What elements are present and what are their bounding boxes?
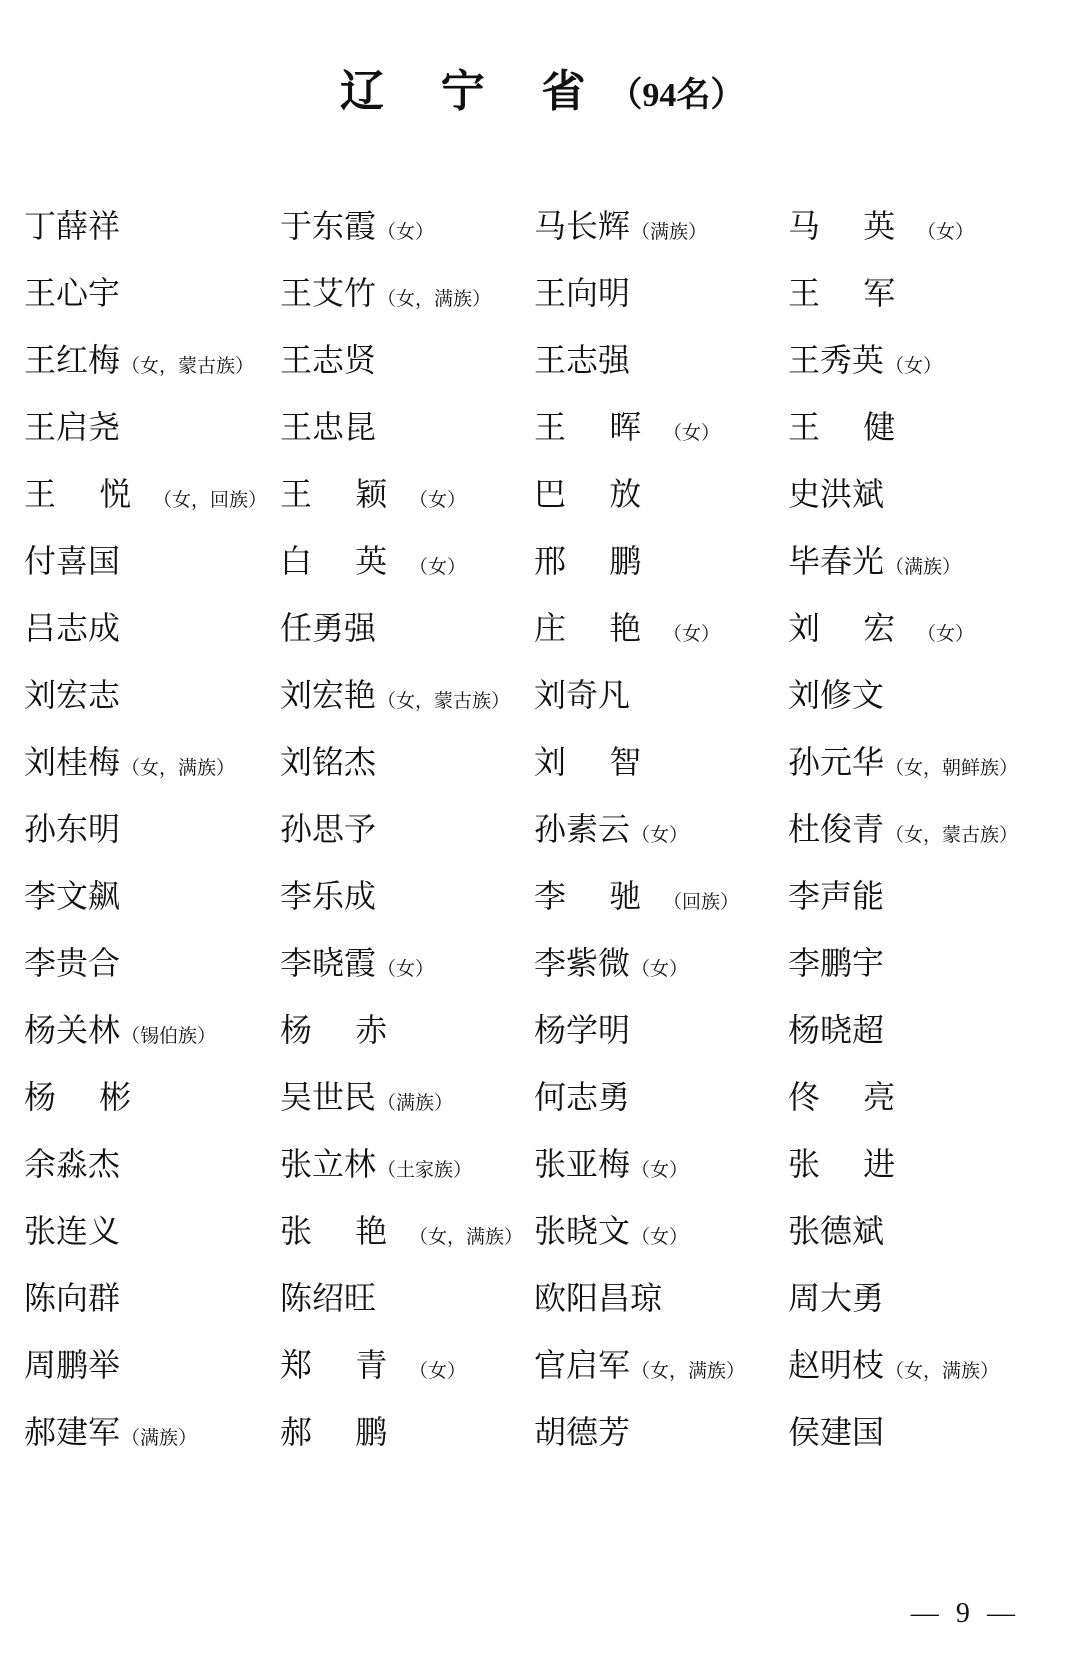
name-entry xyxy=(788,1332,1062,1399)
name-entry xyxy=(788,260,1062,327)
person-name: 王向明 xyxy=(534,274,631,311)
person-name: 马 英 xyxy=(788,207,913,244)
name-entry xyxy=(534,528,788,595)
person-name: 刘 宏 xyxy=(788,609,913,646)
person-name: 王忠昆 xyxy=(280,408,377,445)
person-name: 王红梅 xyxy=(24,341,121,378)
name-entry xyxy=(280,1399,534,1466)
name-entry xyxy=(280,1131,534,1198)
name-list-grid xyxy=(24,193,1062,1466)
person-name: 孙东明 xyxy=(24,810,121,847)
name-entry xyxy=(788,997,1062,1064)
person-name: 邢 鹏 xyxy=(534,542,659,579)
person-name: 李紫微 xyxy=(534,944,631,981)
name-entry xyxy=(788,1064,1062,1131)
name-entry xyxy=(534,1265,788,1332)
person-name: 张 进 xyxy=(788,1145,913,1182)
person-name: 巴 放 xyxy=(534,475,659,512)
person-name: 周大勇 xyxy=(788,1279,885,1316)
person-name: 王艾竹 xyxy=(280,274,377,311)
person-attribute: （满族） xyxy=(885,556,962,578)
person-name: 王 健 xyxy=(788,408,913,445)
name-entry xyxy=(788,1131,1062,1198)
name-entry xyxy=(534,863,788,930)
person-attribute: （女） xyxy=(409,489,467,511)
name-entry xyxy=(788,729,1062,796)
name-entry xyxy=(280,1265,534,1332)
name-entry xyxy=(788,193,1062,260)
person-name: 庄 艳 xyxy=(534,609,659,646)
person-name: 李晓霞 xyxy=(280,944,377,981)
name-entry xyxy=(788,863,1062,930)
name-entry xyxy=(534,729,788,796)
person-name: 欧阳昌琼 xyxy=(534,1279,663,1316)
person-name: 李文飙 xyxy=(24,877,121,914)
person-attribute: （满族） xyxy=(377,1092,454,1114)
name-entry xyxy=(24,796,280,863)
person-name: 张德斌 xyxy=(788,1212,885,1249)
person-name: 王 颖 xyxy=(280,475,405,512)
person-name: 杨学明 xyxy=(534,1011,631,1048)
name-entry xyxy=(534,394,788,461)
name-entry xyxy=(788,930,1062,997)
person-attribute: （女） xyxy=(885,355,943,377)
person-attribute: （女） xyxy=(631,824,689,846)
person-name: 张 艳 xyxy=(280,1212,405,1249)
person-name: 孙元华 xyxy=(788,743,885,780)
name-entry xyxy=(280,796,534,863)
name-entry xyxy=(788,796,1062,863)
name-entry xyxy=(534,193,788,260)
person-name: 白 英 xyxy=(280,542,405,579)
person-name: 毕春光 xyxy=(788,542,885,579)
person-name: 于东霞 xyxy=(280,207,377,244)
name-entry xyxy=(24,1198,280,1265)
name-entry xyxy=(24,260,280,327)
person-name: 张亚梅 xyxy=(534,1145,631,1182)
name-entry xyxy=(534,1332,788,1399)
name-entry xyxy=(280,1332,534,1399)
name-entry xyxy=(788,394,1062,461)
person-attribute: （女，蒙古族） xyxy=(377,690,511,712)
person-attribute: （女，回族） xyxy=(153,489,268,511)
person-name: 杨 彬 xyxy=(24,1078,149,1115)
person-name: 杜俊青 xyxy=(788,810,885,847)
person-name: 吕志成 xyxy=(24,609,121,646)
person-name: 杨 赤 xyxy=(280,1011,405,1048)
person-name: 张晓文 xyxy=(534,1212,631,1249)
name-entry xyxy=(24,930,280,997)
name-entry xyxy=(24,461,280,528)
person-attribute: （锡伯族） xyxy=(121,1025,217,1047)
page-title xyxy=(0,66,1080,119)
person-attribute: （土家族） xyxy=(377,1159,473,1181)
person-name: 侯建国 xyxy=(788,1413,885,1450)
person-name: 马长辉 xyxy=(534,207,631,244)
name-entry xyxy=(788,662,1062,729)
name-entry xyxy=(24,1064,280,1131)
name-entry xyxy=(280,1064,534,1131)
person-name: 王志强 xyxy=(534,341,631,378)
page-number: — 9 — xyxy=(910,1598,1020,1629)
person-attribute: （女，满族） xyxy=(409,1226,524,1248)
person-name: 张立林 xyxy=(280,1145,377,1182)
person-attribute: （女） xyxy=(917,221,975,243)
person-name: 王 晖 xyxy=(534,408,659,445)
name-entry xyxy=(24,662,280,729)
name-entry xyxy=(280,327,534,394)
person-attribute: （女） xyxy=(377,221,435,243)
person-attribute: （女） xyxy=(631,958,689,980)
name-entry xyxy=(24,1265,280,1332)
name-entry xyxy=(788,595,1062,662)
name-entry xyxy=(788,1198,1062,1265)
person-name: 郝 鹏 xyxy=(280,1413,405,1450)
name-entry xyxy=(24,394,280,461)
delegate-count: （94名） xyxy=(608,77,745,114)
name-entry xyxy=(24,327,280,394)
person-name: 刘修文 xyxy=(788,676,885,713)
person-attribute: （女） xyxy=(409,556,467,578)
person-name: 孙素云 xyxy=(534,810,631,847)
person-name: 陈绍旺 xyxy=(280,1279,377,1316)
person-name: 王 军 xyxy=(788,274,913,311)
person-name: 王心宇 xyxy=(24,274,121,311)
name-entry xyxy=(24,595,280,662)
person-attribute: （女） xyxy=(917,623,975,645)
person-name: 胡德芳 xyxy=(534,1413,631,1450)
name-entry xyxy=(280,729,534,796)
person-name: 刘奇凡 xyxy=(534,676,631,713)
person-name: 陈向群 xyxy=(24,1279,121,1316)
person-name: 刘桂梅 xyxy=(24,743,121,780)
person-attribute: （女，满族） xyxy=(121,757,236,779)
name-entry xyxy=(280,193,534,260)
person-name: 王秀英 xyxy=(788,341,885,378)
person-name: 李贵合 xyxy=(24,944,121,981)
name-entry xyxy=(24,528,280,595)
person-name: 余淼杰 xyxy=(24,1145,121,1182)
person-attribute: （女） xyxy=(377,958,435,980)
person-name: 佟 亮 xyxy=(788,1078,913,1115)
name-entry xyxy=(280,461,534,528)
person-name: 李鹏宇 xyxy=(788,944,885,981)
person-name: 杨关林 xyxy=(24,1011,121,1048)
person-attribute: （女） xyxy=(631,1226,689,1248)
person-attribute: （女，满族） xyxy=(377,288,492,310)
name-entry xyxy=(280,997,534,1064)
name-entry xyxy=(534,662,788,729)
name-entry xyxy=(534,260,788,327)
person-name: 吴世民 xyxy=(280,1078,377,1115)
person-name: 李 驰 xyxy=(534,877,659,914)
name-entry xyxy=(280,394,534,461)
person-name: 付喜国 xyxy=(24,542,121,579)
name-entry xyxy=(788,1265,1062,1332)
person-attribute: （女） xyxy=(663,623,721,645)
name-entry xyxy=(24,1399,280,1466)
person-name: 王 悦 xyxy=(24,475,149,512)
person-name: 史洪斌 xyxy=(788,475,885,512)
name-entry xyxy=(24,193,280,260)
person-name: 张连义 xyxy=(24,1212,121,1249)
name-entry xyxy=(534,1064,788,1131)
person-name: 郑 青 xyxy=(280,1346,405,1383)
person-name: 李乐成 xyxy=(280,877,377,914)
person-attribute: （回族） xyxy=(663,891,740,913)
person-name: 郝建军 xyxy=(24,1413,121,1450)
person-name: 周鹏举 xyxy=(24,1346,121,1383)
name-entry xyxy=(788,461,1062,528)
person-attribute: （女，满族） xyxy=(885,1360,1000,1382)
name-entry xyxy=(280,595,534,662)
name-entry xyxy=(534,930,788,997)
name-entry xyxy=(24,997,280,1064)
name-entry xyxy=(280,863,534,930)
name-entry xyxy=(24,863,280,930)
name-entry xyxy=(280,662,534,729)
name-entry xyxy=(280,528,534,595)
name-entry xyxy=(24,729,280,796)
person-name: 刘宏志 xyxy=(24,676,121,713)
name-entry xyxy=(534,1198,788,1265)
person-attribute: （满族） xyxy=(631,221,708,243)
name-entry xyxy=(788,1399,1062,1466)
person-name: 王志贤 xyxy=(280,341,377,378)
name-entry xyxy=(788,327,1062,394)
person-attribute: （满族） xyxy=(121,1427,198,1449)
person-name: 刘铭杰 xyxy=(280,743,377,780)
person-name: 何志勇 xyxy=(534,1078,631,1115)
document-page xyxy=(0,66,1080,1664)
name-entry xyxy=(280,1198,534,1265)
name-entry xyxy=(280,260,534,327)
person-name: 刘宏艳 xyxy=(280,676,377,713)
name-entry xyxy=(24,1332,280,1399)
name-entry xyxy=(534,595,788,662)
name-entry xyxy=(788,528,1062,595)
name-entry xyxy=(534,327,788,394)
name-entry xyxy=(534,1131,788,1198)
person-attribute: （女） xyxy=(409,1360,467,1382)
name-entry xyxy=(534,1399,788,1466)
person-name: 杨晓超 xyxy=(788,1011,885,1048)
person-name: 赵明枝 xyxy=(788,1346,885,1383)
person-name: 刘 智 xyxy=(534,743,659,780)
province-name: 辽 宁 省 xyxy=(339,67,609,116)
person-attribute: （女，蒙古族） xyxy=(121,355,255,377)
name-entry xyxy=(280,930,534,997)
person-name: 孙思予 xyxy=(280,810,377,847)
person-name: 官启军 xyxy=(534,1346,631,1383)
person-name: 王启尧 xyxy=(24,408,121,445)
person-attribute: （女，朝鲜族） xyxy=(885,757,1019,779)
name-entry xyxy=(534,796,788,863)
person-attribute: （女） xyxy=(663,422,721,444)
name-entry xyxy=(534,461,788,528)
person-name: 任勇强 xyxy=(280,609,377,646)
name-entry xyxy=(534,997,788,1064)
person-attribute: （女，满族） xyxy=(631,1360,746,1382)
person-attribute: （女，蒙古族） xyxy=(885,824,1019,846)
person-name: 李声能 xyxy=(788,877,885,914)
person-attribute: （女） xyxy=(631,1159,689,1181)
person-name: 丁薛祥 xyxy=(24,207,121,244)
name-entry xyxy=(24,1131,280,1198)
